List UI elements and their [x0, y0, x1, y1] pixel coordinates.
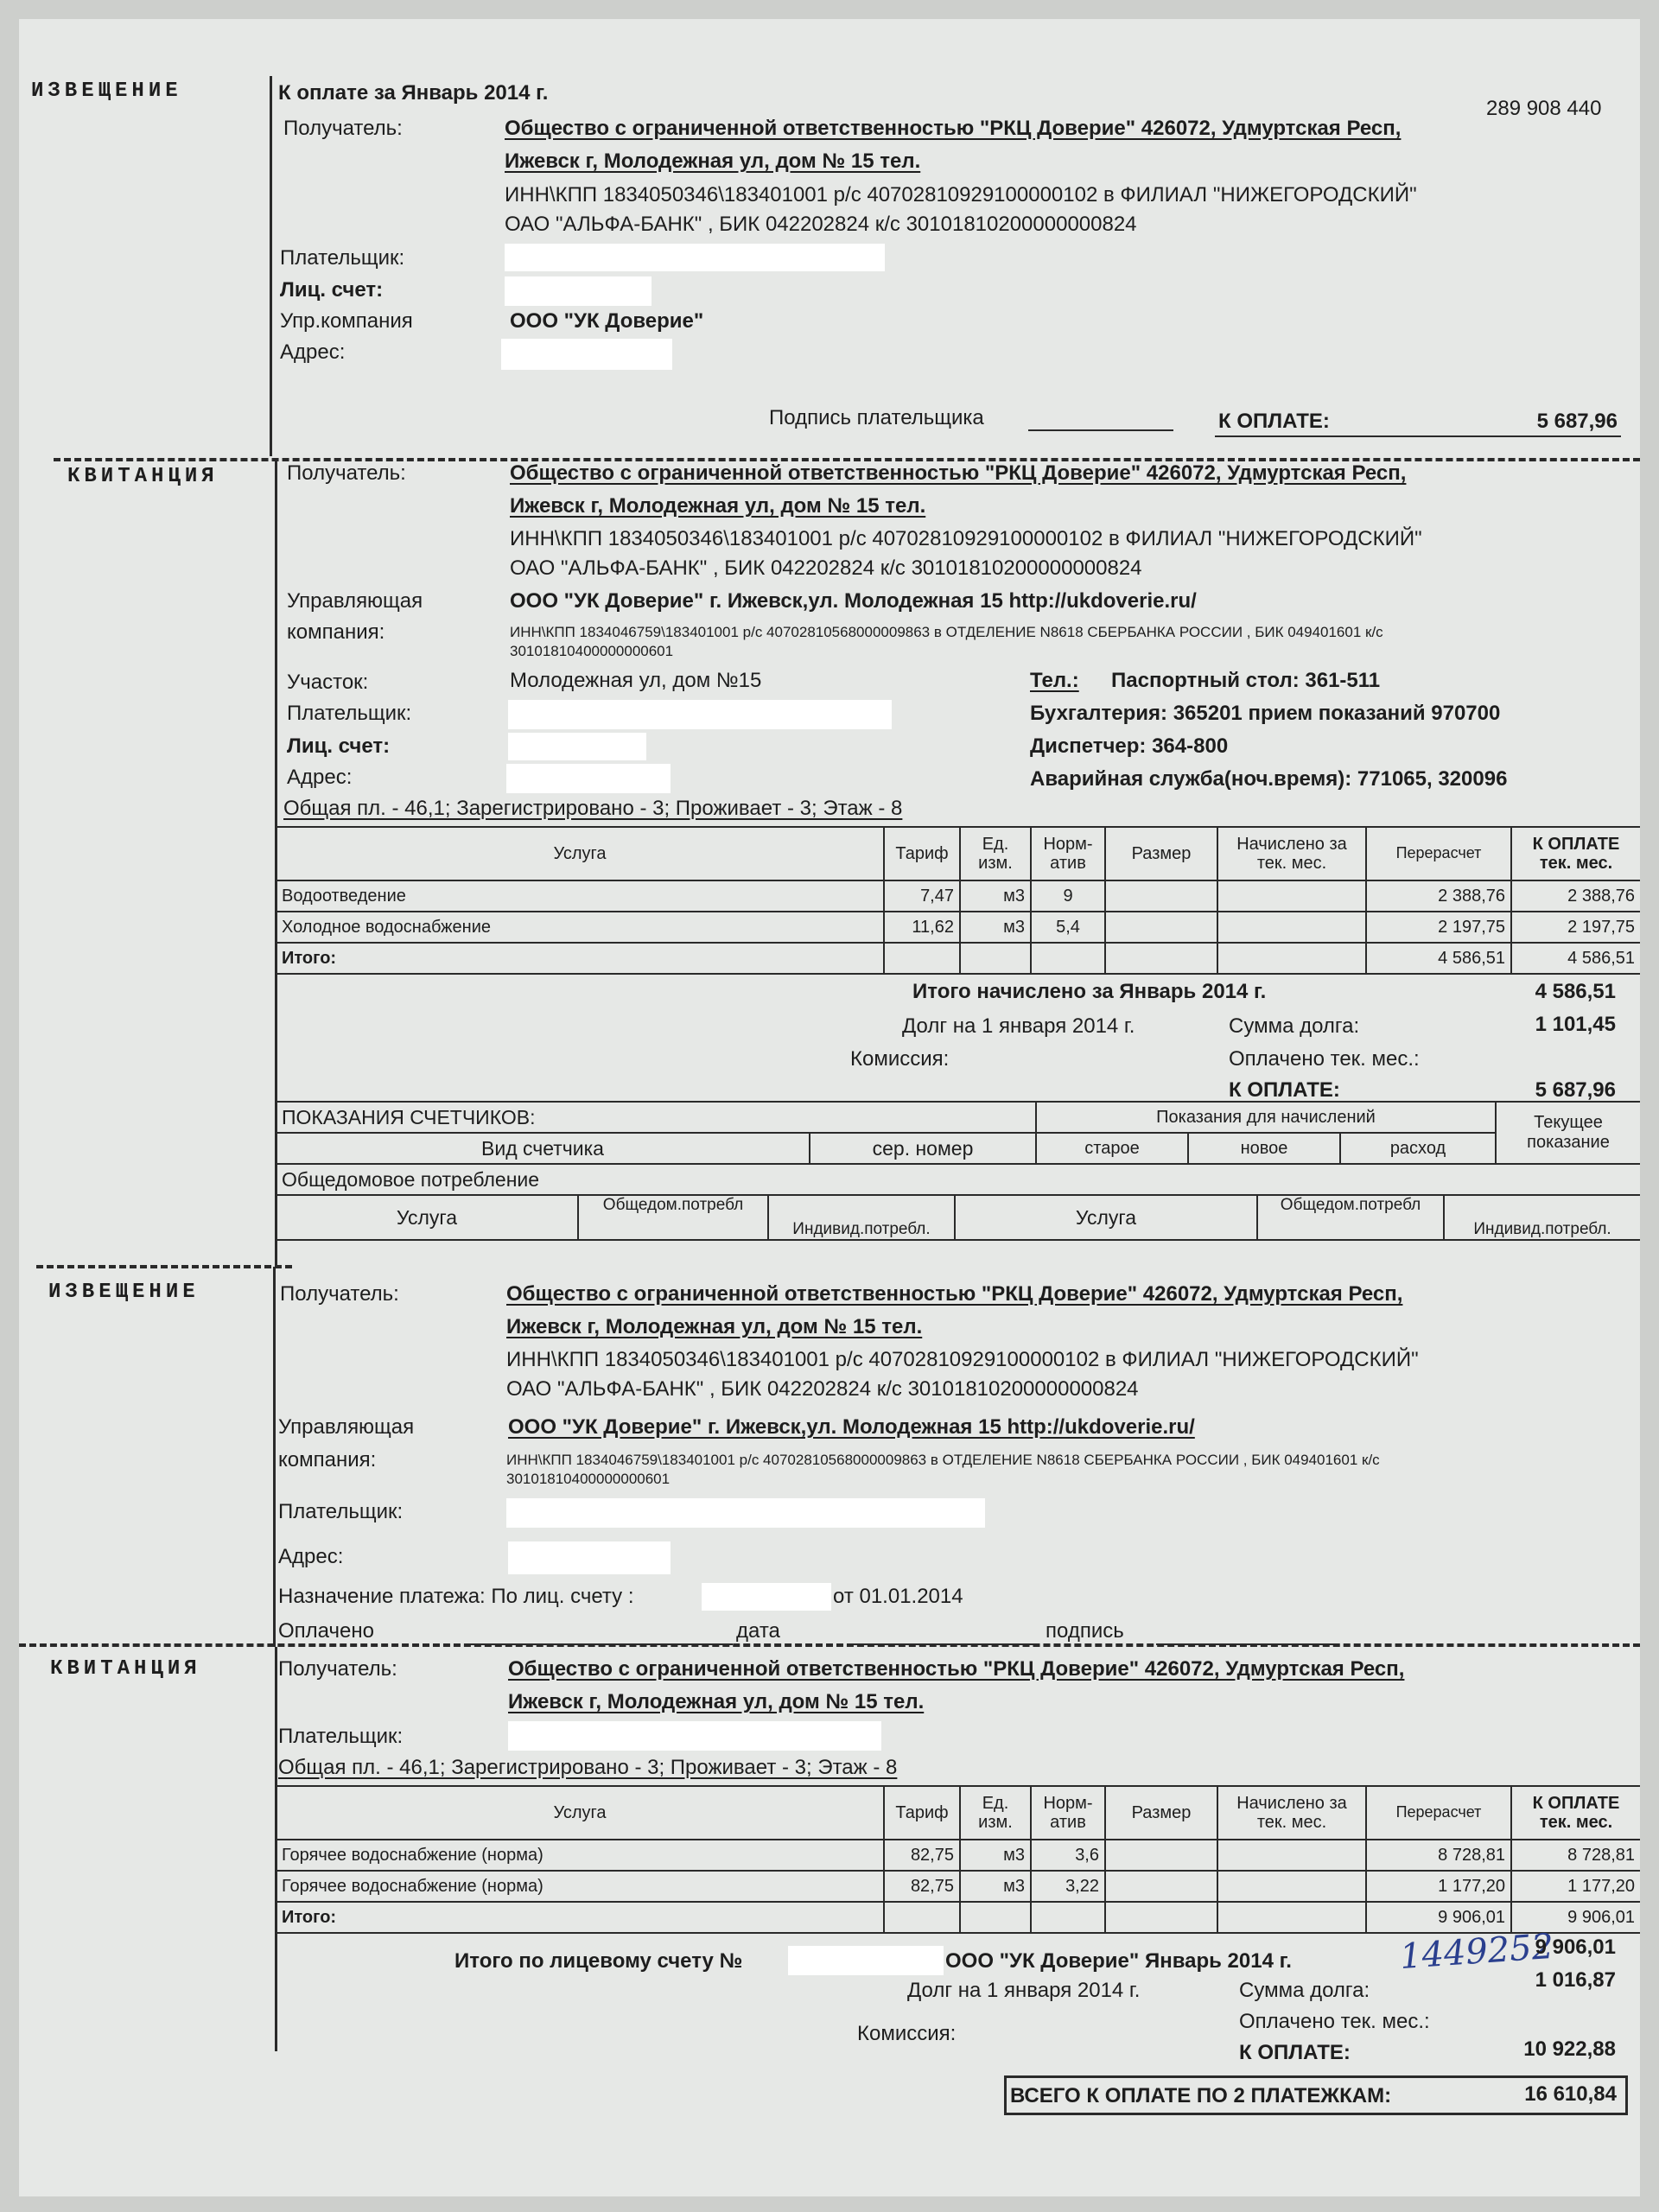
summary1-paid-current: Оплачено тек. мес.:: [1229, 1047, 1420, 1071]
individual-consumption-2: Индивид.потребл.: [1444, 1195, 1640, 1240]
th-to-pay: К ОПЛАТЕ тек. мес.: [1511, 1786, 1640, 1840]
cell-charged: [1217, 1840, 1366, 1871]
individual-consumption-1: Индивид.потребл.: [768, 1195, 955, 1240]
contact-passport: Паспортный стол: 361-511: [1111, 669, 1381, 692]
summary2-title-suffix: ООО "УК Доверие" Январь 2014 г.: [945, 1949, 1292, 1973]
recipient-label-n2: Получатель:: [280, 1282, 399, 1306]
contact-accounting: Бухгалтерия: 365201 прием показаний 970700: [1030, 702, 1501, 725]
cell-tariff: 82,75: [884, 1840, 960, 1871]
summary1-charged: 4 586,51: [1535, 980, 1616, 1003]
th-service: Услуга: [276, 827, 884, 880]
payer-signature-line: [1028, 429, 1173, 431]
redacted-payer-r2: [508, 1721, 881, 1751]
cell-total-label: Итого:: [276, 943, 884, 974]
management-bank2-n2: 30101810400000000601: [506, 1471, 671, 1487]
summary2-debt-label: Долг на 1 января 2014 г.: [907, 1979, 1141, 2002]
address-label: Адрес:: [280, 340, 346, 364]
grand-total-value: 16 610,84: [1524, 2082, 1617, 2106]
meters-current-reading: Текущее показание: [1496, 1102, 1640, 1164]
cell-total-label: Итого:: [276, 1902, 884, 1933]
management-label-n2b: компания:: [278, 1448, 377, 1471]
notice-top-border: [270, 76, 272, 456]
th-unit: Ед. изм.: [960, 1786, 1031, 1840]
recipient-label-r2: Получатель:: [278, 1657, 397, 1681]
management-label-r1b: компания:: [287, 620, 385, 644]
plot-label: Участок:: [287, 671, 369, 694]
cell-charged: [1217, 1871, 1366, 1902]
redacted-payer: [505, 244, 885, 271]
redacted-payer-n2: [506, 1498, 985, 1528]
meters-consumption: расход: [1340, 1133, 1496, 1164]
meters-old: старое: [1036, 1133, 1188, 1164]
payer-label-r2: Плательщик:: [278, 1725, 404, 1748]
th-recalc: Перерасчет: [1366, 827, 1511, 880]
table-row: [276, 912, 1640, 943]
redacted-address: [501, 339, 672, 370]
cell-tariff: 11,62: [884, 912, 960, 943]
receipt-label-2: КВИТАНЦИЯ: [50, 1657, 201, 1681]
redacted-account-r1: [508, 733, 646, 760]
cell-norm: 9: [1031, 880, 1105, 912]
cell-service: Горячее водоснабжение (норма): [276, 1871, 884, 1902]
table-row: [276, 880, 1640, 912]
cell-norm: 3,22: [1031, 1871, 1105, 1902]
summary1-title: Итого начислено за Январь 2014 г.: [912, 980, 1267, 1003]
payment-document: [19, 19, 1640, 2196]
recipient-bank-line1-n2: ИНН\КПП 1834050346\183401001 р/с 40702810929100000102 в ФИЛИАЛ "НИЖЕГОРОДСКИЙ": [506, 1348, 1419, 1371]
management-name-r1: ООО "УК Доверие" г. Ижевск,ул. Молодежная 15 http://ukdoverie.ru/: [510, 589, 1197, 613]
cut-line-2: [36, 1265, 292, 1268]
notice-title: К оплате за Январь 2014 г.: [278, 81, 549, 105]
to-pay-value-top: 5 687,96: [1536, 410, 1618, 433]
payer-label-r1: Плательщик:: [287, 702, 412, 725]
summary2-charged: 9 906,01: [1535, 1936, 1616, 1959]
recipient-name-line2: Ижевск г, Молодежная ул, дом № 15 тел.: [505, 149, 921, 173]
notice-label-2: ИЗВЕЩЕНИЕ: [48, 1281, 200, 1304]
table-total-row: [276, 943, 1640, 974]
table-row: [276, 1840, 1640, 1871]
table-row: [276, 1871, 1640, 1902]
common-service-2: Услуга: [955, 1195, 1257, 1240]
recipient-label: Получатель:: [283, 117, 403, 140]
meters-table: [275, 1101, 1640, 1165]
purpose-label: Назначение платежа: По лиц. счету :: [278, 1585, 634, 1608]
management-label: Упр.компания: [280, 309, 413, 333]
summary2-title-prefix: Итого по лицевому счету №: [454, 1949, 743, 1973]
cell-service: Водоотведение: [276, 880, 884, 912]
cell-size: [1105, 880, 1217, 912]
cell-unit: м3: [960, 912, 1031, 943]
to-pay-label-top: К ОПЛАТЕ:: [1218, 410, 1330, 433]
common-house-title: Общедомовое потребление: [276, 1164, 1640, 1195]
cell-to-pay: 1 177,20: [1511, 1871, 1640, 1902]
th-tariff: Тариф: [884, 827, 960, 880]
recipient-name-line1: Общество с ограниченной ответственностью "РКЦ Доверие" 426072, Удмуртская Респ,: [505, 117, 1402, 140]
payer-label: Плательщик:: [280, 246, 405, 270]
paid-label: Оплачено: [278, 1619, 374, 1643]
recipient-name-line1-n2: Общество с ограниченной ответственностью "РКЦ Доверие" 426072, Удмуртская Респ,: [506, 1282, 1403, 1306]
summary1-commission: Комиссия:: [850, 1047, 950, 1071]
cell-to-pay: 2 388,76: [1511, 880, 1640, 912]
summary1-debt-sum-label: Сумма долга:: [1229, 1014, 1360, 1038]
cell-recalc: 1 177,20: [1366, 1871, 1511, 1902]
summary2-to-pay-label: К ОПЛАТЕ:: [1239, 2041, 1351, 2064]
address-label-r1: Адрес:: [287, 766, 353, 789]
cell-tariff: 7,47: [884, 880, 960, 912]
cell-service: Холодное водоснабжение: [276, 912, 884, 943]
th-norm: Норм- атив: [1031, 1786, 1105, 1840]
summary1-to-pay-label: К ОПЛАТЕ:: [1229, 1078, 1340, 1102]
th-tariff: Тариф: [884, 1786, 960, 1840]
redacted-address-r1: [506, 764, 671, 793]
account-code: 289 908 440: [1486, 97, 1602, 120]
notice-label-top: ИЗВЕЩЕНИЕ: [31, 79, 182, 103]
signature-label: подпись: [1046, 1619, 1124, 1643]
summary1-to-pay: 5 687,96: [1535, 1078, 1616, 1102]
grand-total-label: ВСЕГО К ОПЛАТЕ ПО 2 ПЛАТЕЖКАМ:: [1010, 2084, 1392, 2107]
cell-recalc: 2 388,76: [1366, 880, 1511, 912]
summary2-debt-sum-label: Сумма долга:: [1239, 1979, 1370, 2002]
services-table-1: [275, 826, 1640, 975]
management-bank2-r1: 30101810400000000601: [510, 643, 674, 659]
recipient-bank-line1: ИНН\КПП 1834050346\183401001 р/с 40702810929100000102 в ФИЛИАЛ "НИЖЕГОРОДСКИЙ": [505, 183, 1417, 207]
meters-readings-for-charges: Показания для начислений: [1036, 1102, 1496, 1133]
cell-unit: м3: [960, 1840, 1031, 1871]
meters-serial: сер. номер: [810, 1133, 1036, 1164]
recipient-name-line1-r2: Общество с ограниченной ответственностью "РКЦ Доверие" 426072, Удмуртская Респ,: [508, 1657, 1405, 1681]
handwritten-note: 1449252: [1398, 1926, 1555, 1978]
summary1-debt: 1 101,45: [1535, 1013, 1616, 1036]
th-charged: Начислено за тек. мес.: [1217, 827, 1366, 880]
meters-type: Вид счетчика: [276, 1133, 810, 1164]
cell-charged: [1217, 880, 1366, 912]
cell-charged: [1217, 912, 1366, 943]
recipient-name-line1-r1: Общество с ограниченной ответственностью "РКЦ Доверие" 426072, Удмуртская Респ,: [510, 461, 1407, 485]
cell-to-pay: 8 728,81: [1511, 1840, 1640, 1871]
summary2-commission: Комиссия:: [857, 2022, 957, 2045]
summary2-debt: 1 016,87: [1535, 1968, 1616, 1992]
redacted-account: [505, 276, 652, 306]
recipient-name-line2-r2: Ижевск г, Молодежная ул, дом № 15 тел.: [508, 1690, 925, 1713]
cell-unit: м3: [960, 1871, 1031, 1902]
th-size: Размер: [1105, 1786, 1217, 1840]
redacted-account-n2: [702, 1583, 831, 1611]
cell-total-recalc: 4 586,51: [1366, 943, 1511, 974]
cell-recalc: 8 728,81: [1366, 1840, 1511, 1871]
common-consumption-1: Общедом.потребл: [578, 1195, 768, 1240]
recipient-bank-line1-r1: ИНН\КПП 1834050346\183401001 р/с 40702810929100000102 в ФИЛИАЛ "НИЖЕГОРОДСКИЙ": [510, 527, 1422, 550]
summary1-debt-label: Долг на 1 января 2014 г.: [902, 1014, 1135, 1038]
cell-norm: 5,4: [1031, 912, 1105, 943]
summary2-paid-current: Оплачено тек. мес.:: [1239, 2010, 1430, 2033]
summary2-to-pay: 10 922,88: [1523, 2037, 1616, 2061]
redacted-payer-r1: [508, 700, 892, 729]
cell-total-to-pay: 4 586,51: [1511, 943, 1640, 974]
to-pay-underline-top: [1215, 435, 1621, 437]
recipient-name-line2-n2: Ижевск г, Молодежная ул, дом № 15 тел.: [506, 1315, 923, 1338]
cell-to-pay: 2 197,75: [1511, 912, 1640, 943]
common-service-1: Услуга: [276, 1195, 578, 1240]
recipient-bank-line2-r1: ОАО "АЛЬФА-БАНК" , БИК 042202824 к/с 30101810200000000824: [510, 556, 1142, 580]
meters-new: новое: [1188, 1133, 1340, 1164]
cell-norm: 3,6: [1031, 1840, 1105, 1871]
cell-service: Горячее водоснабжение (норма): [276, 1840, 884, 1871]
cell-unit: м3: [960, 880, 1031, 912]
management-label-n2a: Управляющая: [278, 1415, 415, 1439]
cell-total-to-pay: 9 906,01: [1511, 1902, 1640, 1933]
table-total-row: [276, 1902, 1640, 1933]
payer-signature-label: Подпись плательщика: [769, 406, 984, 429]
cell-total-recalc: 9 906,01: [1366, 1902, 1511, 1933]
th-service: Услуга: [276, 1786, 884, 1840]
management-name-n2: ООО "УК Доверие" г. Ижевск,ул. Молодежная 15 http://ukdoverie.ru/: [508, 1415, 1195, 1439]
recipient-label-r1: Получатель:: [287, 461, 406, 485]
management-value: ООО "УК Доверие": [510, 309, 704, 333]
th-charged: Начислено за тек. мес.: [1217, 1786, 1366, 1840]
th-unit: Ед. изм.: [960, 827, 1031, 880]
cell-size: [1105, 1840, 1217, 1871]
th-size: Размер: [1105, 827, 1217, 880]
plot-value: Молодежная ул, дом №15: [510, 669, 762, 692]
payer-label-n2: Плательщик:: [278, 1500, 404, 1523]
cell-size: [1105, 912, 1217, 943]
cell-tariff: 82,75: [884, 1871, 960, 1902]
address-label-n2: Адрес:: [278, 1545, 344, 1568]
recipient-bank-line2-n2: ОАО "АЛЬФА-БАНК" , БИК 042202824 к/с 30101810200000000824: [506, 1377, 1139, 1401]
apartment-info-r2: Общая пл. - 46,1; Зарегистрировано - 3; Проживает - 3; Этаж - 8: [278, 1756, 898, 1779]
grand-total-box: [1004, 2075, 1628, 2115]
management-label-r1a: Управляющая: [287, 589, 423, 613]
cell-recalc: 2 197,75: [1366, 912, 1511, 943]
redacted-account-r2: [788, 1946, 944, 1975]
redacted-address-n2: [508, 1541, 671, 1574]
recipient-bank-line2: ОАО "АЛЬФА-БАНК" , БИК 042202824 к/с 30101810200000000824: [505, 213, 1137, 236]
management-bank1-n2: ИНН\КПП 1834046759\183401001 р/с 40702810568000009863 в ОТДЕЛЕНИЕ N8618 СБЕРБАНКА РОССИИ , БИК 049401601 к/с: [506, 1452, 1380, 1468]
th-recalc: Перерасчет: [1366, 1786, 1511, 1840]
contact-dispatcher: Диспетчер: 364-800: [1030, 734, 1229, 758]
common-house-table: [275, 1163, 1640, 1241]
account-label-r1: Лиц. счет:: [287, 734, 391, 758]
meters-title: ПОКАЗАНИЯ СЧЕТЧИКОВ:: [276, 1102, 1036, 1133]
receipt-label-1: КВИТАНЦИЯ: [67, 465, 219, 488]
services-table-2: [275, 1785, 1640, 1934]
common-consumption-2: Общедом.потребл: [1257, 1195, 1444, 1240]
date-label: дата: [736, 1619, 780, 1643]
purpose-date: от 01.01.2014: [833, 1585, 963, 1608]
notice2-border: [273, 1267, 276, 1647]
account-label: Лиц. счет:: [280, 278, 384, 302]
contact-emergency: Аварийная служба(ноч.время): 771065, 320096: [1030, 767, 1508, 791]
tel-label: Тел.:: [1030, 669, 1079, 692]
recipient-name-line2-r1: Ижевск г, Молодежная ул, дом № 15 тел.: [510, 494, 926, 518]
th-to-pay: К ОПЛАТЕ тек. мес.: [1511, 827, 1640, 880]
management-bank1-r1: ИНН\КПП 1834046759\183401001 р/с 40702810568000009863 в ОТДЕЛЕНИЕ N8618 СБЕРБАНКА РОССИИ , БИК 049401601 к/с: [510, 624, 1383, 640]
cell-size: [1105, 1871, 1217, 1902]
cut-line-3: [19, 1643, 1640, 1647]
apartment-info-r1: Общая пл. - 46,1; Зарегистрировано - 3; Проживает - 3; Этаж - 8: [283, 797, 903, 820]
th-norm: Норм- атив: [1031, 827, 1105, 880]
